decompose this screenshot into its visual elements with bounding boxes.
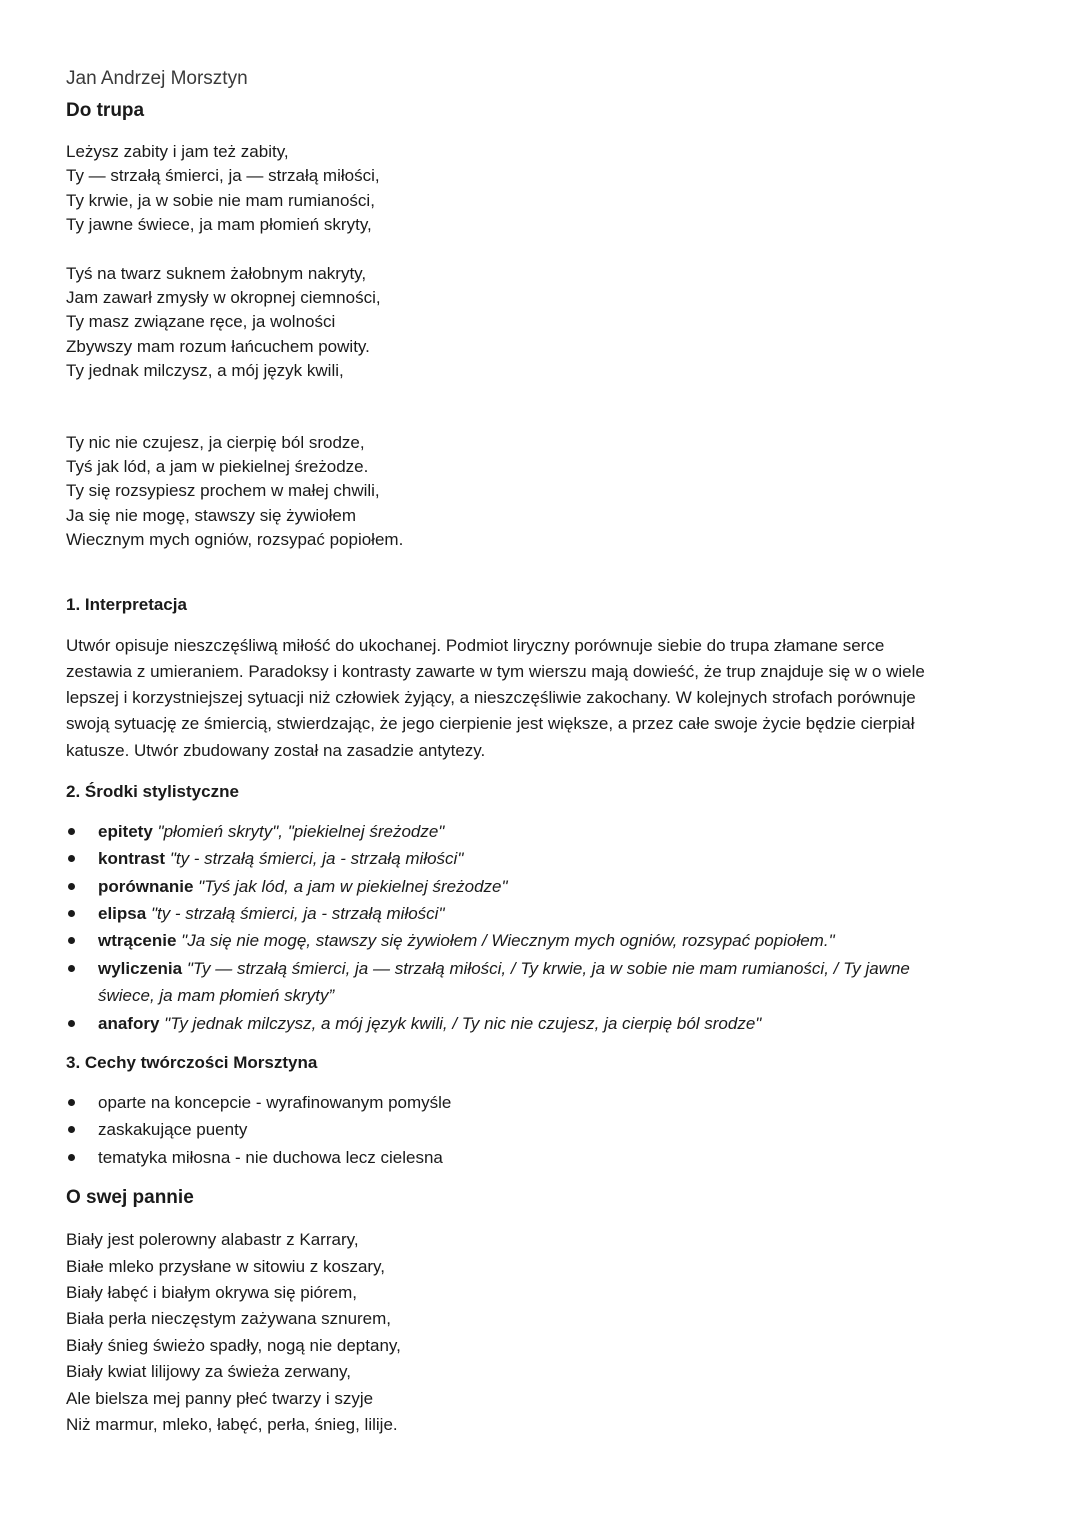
poem-line: Tyś na twarz suknem żałobnym nakryty,: [66, 263, 367, 283]
bullet-icon: [68, 1020, 75, 1027]
feature-text: zaskakujące puenty: [98, 1120, 248, 1140]
device-quote: "Ty jednak milczysz, a mój język kwili, / Ty nic nie czujesz, ja cierpię ból srodze": [164, 1013, 762, 1033]
author-name: Jan Andrzej Morsztyn: [66, 68, 248, 89]
poem-line: Wiecznym mych ogniów, rozsypać popiołem.: [66, 530, 404, 550]
bullet-icon: [68, 855, 75, 862]
bullet-icon: [68, 828, 75, 835]
paragraph-line: katusze. Utwór zbudowany został na zasadzie antytezy.: [66, 740, 486, 760]
poem-line: Biały jest polerowny alabastr z Karrary,: [66, 1230, 359, 1250]
paragraph-line: lepszej i korzystniejszej sytuacji niż człowiek żyjący, a nieszczęśliwie zakochany. W kolejnych strofach porównuje: [66, 688, 916, 708]
device-quote: "płomień skryty", "piekielnej śreżodze": [157, 821, 445, 841]
poem-line: Biały łabęć i białym okrywa się piórem,: [66, 1282, 357, 1302]
list-item: [66, 1144, 996, 1171]
device-term: anafory: [98, 1013, 160, 1033]
device-quote: "Ty — strzałą śmierci, ja — strzałą miłości, / Ty krwie, ja w sobie nie mam rumianości, / Ty jawne: [186, 958, 910, 978]
interpretation-heading: 1. Interpretacja: [66, 594, 187, 614]
poem-line: Biała perła nieczęstym zażywana sznurem,: [66, 1309, 392, 1329]
poem-line: Ty krwie, ja w sobie nie mam rumianości,: [66, 190, 375, 210]
poem2-title: O swej pannie: [66, 1187, 194, 1209]
stylistic-heading: 2. Środki stylistyczne: [66, 781, 239, 801]
list-item: [66, 1116, 996, 1143]
poem-line: Ale bielsza mej panny płeć twarzy i szyje: [66, 1388, 374, 1408]
interpretation-paragraph: [66, 633, 996, 764]
poem-line: Białe mleko przysłane w sitowiu z koszary,: [66, 1256, 386, 1276]
feature-text: oparte na koncepcie - wyrafinowanym pomyśle: [98, 1092, 452, 1112]
poem-line: Biały śnieg świeżo spadły, nogą nie deptany,: [66, 1335, 401, 1355]
poem-stanza-1: [66, 140, 996, 238]
device-quote: "ty - strzałą śmierci, ja - strzałą miłości": [169, 849, 464, 869]
device-quote: "ty - strzałą śmierci, ja - strzałą miłości": [150, 903, 445, 923]
poem-title: Do trupa: [66, 100, 145, 121]
features-list: [66, 1089, 996, 1171]
list-item: [66, 927, 996, 954]
poem-line: Biały kwiat lilijowy za świeża zerwany,: [66, 1362, 351, 1382]
device-term: porównanie: [98, 876, 194, 896]
device-quote: "Tyś jak lód, a jam w piekielnej śreżodze": [198, 876, 508, 896]
device-quote: "Ja się nie mogę, stawszy się żywiołem / Wiecznym mych ogniów, rozsypać popiołem.": [181, 931, 835, 951]
poem-line: Ty — strzałą śmierci, ja — strzałą miłości,: [66, 166, 380, 186]
bullet-icon: [68, 965, 75, 972]
poem-stanza-3: [66, 431, 996, 553]
list-item: [66, 873, 996, 900]
poem-line: Ty jednak milczysz, a mój język kwili,: [66, 361, 344, 381]
stylistic-list: [66, 818, 996, 1037]
bullet-icon: [68, 1154, 75, 1161]
bullet-icon: [68, 883, 75, 890]
paragraph-line: swoją sytuację ze śmiercią, stwierdzając, że jego cierpienie jest większe, a przez całe swoje życie będzie cierpiał: [66, 714, 915, 734]
poem2-stanza: [66, 1227, 996, 1438]
document-page: [66, 66, 996, 1438]
poem-line: Ty jawne świece, ja mam płomień skryty,: [66, 215, 372, 235]
bullet-icon: [68, 937, 75, 944]
poem-line: Leżysz zabity i jam też zabity,: [66, 142, 289, 161]
paragraph-line: Utwór opisuje nieszczęśliwą miłość do ukochanej. Podmiot liryczny porównuje siebie do trupa złamane serce: [66, 635, 885, 655]
list-item: [66, 1010, 996, 1037]
poem-line: Jam zawarł zmysły w okropnej ciemności,: [66, 288, 381, 308]
bullet-icon: [68, 910, 75, 917]
list-item: [66, 1089, 996, 1116]
features-heading: 3. Cechy twórczości Morsztyna: [66, 1052, 318, 1072]
poem-line: Ty się rozsypiesz prochem w małej chwili,: [66, 481, 380, 501]
list-item: [66, 845, 996, 872]
poem-line: Ty masz związane ręce, ja wolności: [66, 312, 336, 332]
poem-line: Ja się nie mogę, stawszy się żywiołem: [66, 505, 357, 525]
list-item: [66, 900, 996, 927]
bullet-icon: [68, 1099, 75, 1106]
poem-stanza-2: [66, 262, 996, 384]
poem-line: Tyś jak lód, a jam w piekielnej śreżodze.: [66, 457, 369, 477]
list-item: [66, 955, 996, 1010]
bullet-icon: [68, 1126, 75, 1133]
poem-line: Zbywszy mam rozum łańcuchem powity.: [66, 336, 370, 356]
device-term: elipsa: [98, 903, 147, 923]
device-term: kontrast: [98, 849, 166, 869]
feature-text: tematyka miłosna - nie duchowa lecz cielesna: [98, 1147, 443, 1167]
device-quote-continued: świece, ja mam płomień skryty”: [98, 986, 335, 1006]
device-term: wtrącenie: [98, 931, 177, 951]
device-term: wyliczenia: [98, 958, 183, 978]
list-item: [66, 818, 996, 845]
poem-line: Ty nic nie czujesz, ja cierpię ból srodze,: [66, 432, 365, 452]
device-term: epitety: [98, 821, 153, 841]
poem-line: Niż marmur, mleko, łabęć, perła, śnieg, lilije.: [66, 1415, 398, 1435]
paragraph-line: zestawia z umieraniem. Paradoksy i kontrasty zawarte w tym wierszu mają dowieść, że trup znajduje się w o wiele: [66, 661, 925, 681]
